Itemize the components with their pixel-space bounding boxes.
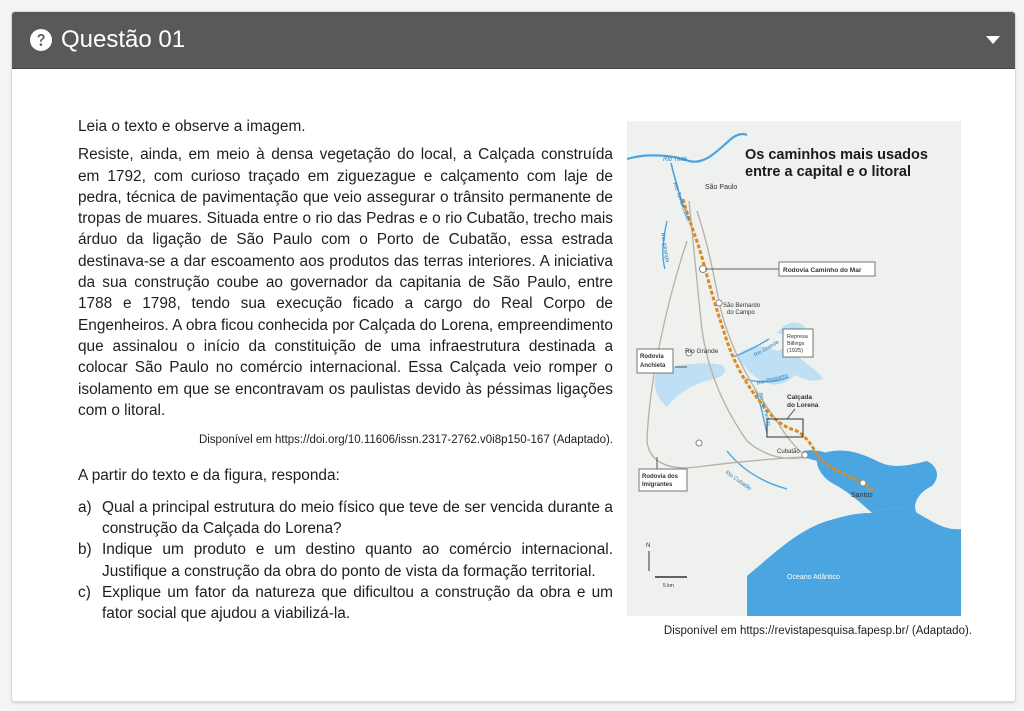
item-text: Indique um produto e um destino quanto ao comércio internacional. Justifique a construção da obra do ponto de vista da formação territorial.	[102, 541, 613, 580]
item-letter: a)	[78, 498, 92, 516]
label-rodovia-anchieta-2: Anchieta	[640, 363, 666, 369]
label-represa-1: Represa	[787, 334, 808, 340]
north-arrow-label: N	[646, 543, 651, 549]
label-sao-bernardo-2: do Campo	[727, 310, 755, 316]
item-text: Explique um fator da natureza que dificultou a construção da obra e um fator social que ajudou a viabilizá-la.	[102, 583, 613, 623]
label-rio-ipiranga: Rio Ipiranga	[659, 232, 671, 263]
town-marker	[716, 300, 722, 306]
panel-title: Questão 01	[61, 26, 186, 53]
list-item	[78, 582, 613, 625]
label-calcada-2: do Lorena	[787, 402, 819, 409]
passage-text: Resiste, ainda, em meio à densa vegetação do local, a Calçada construída em 1792, com curioso traçado em ziguezague e calçamento com laje de pedra, técnica de pavimentação que veio assegurar o trânsito permanente de tropas de muares. Situada entre o rio das Pedras e o rio Cubatão, trecho mais árduo da ligação de São Paulo com o Porto de Cubatão, essa estrada destinava-se a dar escoamento aos produtos das terras interiores. A iniciativa da sua construção coube ao governador da capitania de São Paulo, entre 1788 e 1798, tendo sua execução ficado a cargo do Real Corpo de Engenheiros. A obra ficou conhecida por Calçada do Lorena, empreendimento que assinalou o início da constituição de uma infraestrutura destinada a colocar São Paulo no comércio internacional. Essa Calçada veio romper o isolamento em que se encontravam os paulistas devido às péssimas ligações com o litoral.	[78, 146, 613, 419]
town-marker	[860, 480, 866, 486]
label-rodovia-imigrantes-1: Rodovia dos	[642, 474, 679, 480]
label-sao-paulo: São Paulo	[705, 184, 738, 191]
passage-source: Disponível em https://doi.org/10.11606/issn.2317-2762.v0i8p150-167 (Adaptado).	[198, 434, 613, 447]
map-title-line1: Os caminhos mais usados	[745, 147, 928, 163]
label-represa-2: Billings	[787, 341, 805, 347]
panel-bottom-border	[12, 701, 1015, 702]
question-text	[78, 116, 613, 625]
label-box	[637, 349, 673, 373]
town-marker	[696, 440, 702, 446]
scale-label: 5 km	[663, 583, 674, 589]
question-prompt: A partir do texto e da figura, responda:	[78, 467, 340, 485]
label-oceano: Oceano Atlântico	[787, 574, 840, 581]
question-items	[78, 497, 613, 625]
label-rodovia-anchieta-1: Rodovia	[640, 354, 664, 360]
caret-down-icon[interactable]	[985, 34, 1001, 46]
question-panel	[11, 11, 1016, 703]
list-item	[78, 497, 613, 540]
label-represa-3: (1925)	[787, 348, 803, 354]
label-rio-pequeno: Rio Pequeno	[755, 372, 789, 387]
item-text: Qual a principal estrutura do meio físico que teve de ser vencida durante a construção da Calçada do Lorena?	[102, 498, 613, 538]
label-rodovia-imigrantes-2: Imigrantes	[642, 482, 673, 488]
town-marker	[802, 452, 808, 458]
label-rio-grande-river: Rio Grande	[753, 339, 781, 359]
route-map	[627, 121, 961, 616]
map-source: Disponível em https://revistapesquisa.fapesp.br/ (Adaptado).	[663, 625, 972, 637]
question-intro: Leia o texto e observe a imagem.	[78, 118, 306, 135]
panel-header[interactable]	[12, 12, 1015, 69]
label-rio-tamanduatei: Rio Tamanduateí	[671, 181, 692, 223]
label-rio-grande-town: Rio Grande	[685, 348, 719, 355]
question-circle-icon	[30, 29, 52, 51]
label-cubatao: Cubatão	[777, 449, 800, 455]
map-title-line2: entre a capital e o litoral	[745, 164, 911, 180]
label-rio-cubatao: Rio Cubatão	[723, 469, 753, 493]
label-sao-bernardo-1: São Bernardo	[723, 303, 761, 309]
list-item	[78, 539, 613, 582]
label-calcada-1: Calçada	[787, 394, 812, 401]
label-rio-pedras: Rio das Pedras	[757, 391, 772, 427]
label-rodovia-caminho-mar: Rodovia Caminho do Mar	[783, 267, 862, 274]
label-santos: Santos	[851, 492, 873, 499]
item-letter: c)	[78, 583, 91, 601]
item-letter: b)	[78, 541, 92, 559]
label-rio-tiete: Rio Tietê	[663, 157, 687, 163]
